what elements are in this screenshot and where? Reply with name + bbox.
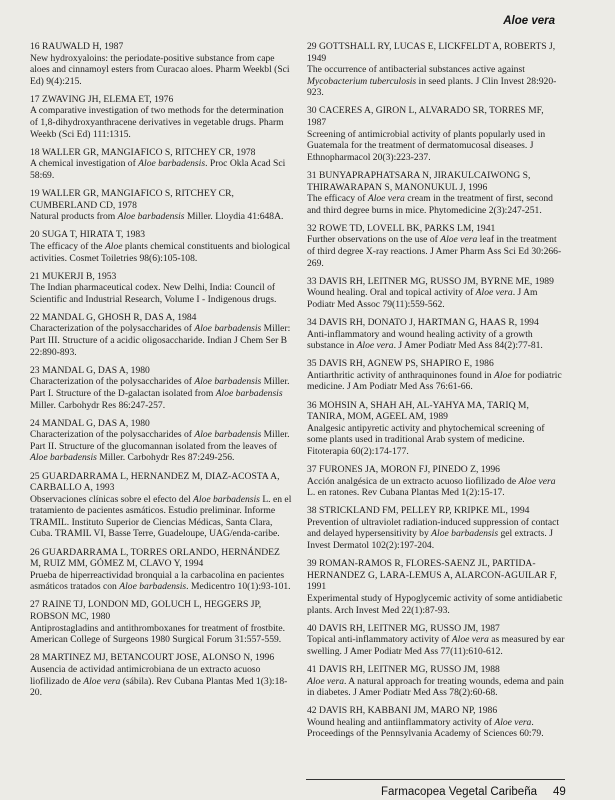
reference-text-segment: Antiarthritic activity of anthraquinones found in bbox=[307, 369, 495, 381]
reference-text bbox=[30, 376, 292, 411]
reference-entry bbox=[30, 547, 292, 593]
reference-text bbox=[30, 282, 292, 305]
reference-text-segment: Miller. Carbohydr Res 86:247-257. bbox=[30, 399, 166, 411]
reference-text-segment: Observaciones clínicas sobre el efecto del bbox=[30, 493, 194, 505]
reference-text bbox=[307, 287, 565, 310]
reference-authors: 24 MANDAL G, DAS A, 1980 bbox=[30, 417, 150, 429]
reference-entry bbox=[30, 365, 292, 411]
page-number: 49 bbox=[553, 786, 566, 798]
species-name: Aloe vera bbox=[494, 716, 532, 728]
reference-entry bbox=[307, 558, 565, 616]
reference-text bbox=[30, 494, 292, 540]
reference-text-segment: Experimental study of Hypoglycemic activity of some antidiabetic plants. Arch Invest Med 22(1):87-93. bbox=[307, 592, 563, 616]
species-name: Aloe barbadensis bbox=[194, 429, 262, 441]
reference-text-segment: A comparative investigation of two methods for the determination of 1,8-dihydroxyanthracene derivatives in vegetable drugs. Pharm Weekb (Sci Ed) 111:1315. bbox=[30, 105, 284, 140]
reference-text-segment: leaf in the treatment of third degree X-ray reactions. J Amer Pharm Ass Sci Ed 30:266-269. bbox=[307, 234, 562, 269]
reference-text-segment: Wound healing and antiinflammatory activity of bbox=[307, 716, 495, 728]
reference-entry bbox=[30, 652, 292, 698]
reference-text bbox=[30, 429, 292, 464]
footer-rule bbox=[306, 779, 565, 780]
species-name: Aloe vera bbox=[83, 675, 121, 687]
reference-column-left bbox=[30, 41, 292, 705]
reference-text-segment: Acción analgésica de un extracto acuoso liofilizado de bbox=[307, 475, 519, 487]
reference-text-segment: as measured by ear swelling. J Amer Podiatr Med Ass 77(11):610-612. bbox=[307, 634, 565, 657]
reference-authors: 19 WALLER GR, MANGIAFICO S, RITCHEY CR, CUMBERLAND CD, 1978 bbox=[30, 188, 234, 211]
reference-text-segment: Prevention of ultraviolet radiation-induced suppression of contact and delayed hypersensitivity by bbox=[307, 516, 560, 540]
reference-authors: 28 MARTINEZ MJ, BETANCOURT JOSE, ALONSO N, 1996 bbox=[30, 652, 275, 664]
reference-text bbox=[30, 211, 292, 223]
reference-authors: 27 RAINE TJ, LONDON MD, GOLUCH L, HEGGERS JP, ROBSON MC, 1980 bbox=[30, 599, 262, 623]
reference-text-segment: The Indian pharmaceutical codex. New Delhi, India: Council of Scientific and Industrial Research, Volume I - Indigenous drugs. bbox=[30, 282, 277, 305]
reference-text-segment: Characterization of the polysaccharides of bbox=[30, 376, 195, 388]
species-name: Aloe bbox=[104, 240, 123, 252]
reference-entry bbox=[30, 147, 292, 182]
reference-text bbox=[307, 129, 565, 164]
reference-text bbox=[30, 241, 292, 264]
reference-text bbox=[307, 593, 565, 616]
reference-text-segment: Prueba de hiperreactividad bronquial a la carbacolina en pacientes asmáticos tratados con bbox=[30, 569, 285, 593]
reference-entry bbox=[30, 188, 292, 223]
reference-entry bbox=[307, 105, 565, 163]
reference-authors: 30 CACERES A, GIRON L, ALVARADO SR, TORRES MF, 1987 bbox=[307, 105, 544, 129]
reference-text-segment: L. en el tratamiento de pacientes asmáticos. Estudio preliminar. Informe TRAMIL. Instituto Superior de Ciencias Médicas, Santa Clara, Cuba. TRAMIL VI, Basse Terre, Guadeloupe, UAG/enda-caribe. bbox=[30, 493, 292, 540]
reference-text-segment: The efficacy of bbox=[307, 193, 368, 205]
reference-authors: 40 DAVIS RH, LEITNER MG, RUSSO JM, 1987 bbox=[307, 622, 500, 634]
reference-text-segment: (sábila). Rev Cubana Plantas Med 1(3):18-20. bbox=[30, 675, 288, 699]
reference-text-segment: Ausencia de actividad antimicrobiana de un extracto acuoso liofilizado de bbox=[30, 663, 261, 687]
reference-text-segment: The efficacy of the bbox=[30, 240, 105, 252]
running-header: Aloe vera bbox=[503, 15, 555, 27]
species-name: Aloe barbadensis bbox=[138, 158, 206, 170]
reference-text-segment: Miller. Part I. Structure of the D-galactan isolated from bbox=[30, 376, 290, 399]
reference-authors: 42 DAVIS RH, KABBANI JM, MARO NP, 1986 bbox=[307, 705, 498, 717]
reference-authors: 31 BUNYAPRAPHATSARA N, JIRAKULCAIWONG S, THIRAWARAPAN S, MANONUKUL J, 1996 bbox=[307, 169, 531, 193]
reference-authors: 23 MANDAL G, DAS A, 1980 bbox=[30, 364, 150, 376]
reference-text bbox=[307, 329, 565, 352]
reference-entry bbox=[307, 223, 565, 269]
reference-authors: 38 STRICKLAND FM, PELLEY RP, KRIPKE ML, 1994 bbox=[307, 505, 530, 517]
reference-text-segment: Miller. Lloydia 41:648A. bbox=[184, 211, 284, 223]
reference-entry bbox=[30, 471, 292, 541]
reference-entry bbox=[307, 464, 565, 499]
reference-text-segment: Antiprostagladins and antithromboxanes for treatment of frostbite. American College of Surgeons 1980 Surgical Forum 31:557-559. bbox=[30, 622, 285, 646]
reference-text-segment: Screening of antimicrobial activity of plants popularly used in Guatemala for the treatment of dermatomucosal diseases. J Ethnopharmacol 20(3):223-237. bbox=[307, 128, 546, 163]
reference-text bbox=[30, 158, 292, 181]
reference-text-segment: . Medicentro 10(1):93-101. bbox=[186, 581, 291, 593]
reference-authors: 37 FURONES JA, MORON FJ, PINEDO Z, 1996 bbox=[307, 464, 500, 475]
reference-text-segment: Characterization of the polysaccharides of bbox=[30, 429, 195, 441]
reference-text-segment: A chemical investigation of bbox=[30, 158, 139, 170]
reference-text-segment: gel extracts. J Invest Dermatol 102(2):197-204. bbox=[307, 528, 553, 552]
species-name: Mycobacterium tuberculosis bbox=[307, 75, 417, 87]
species-name: Aloe vera bbox=[518, 475, 556, 487]
reference-text bbox=[30, 323, 292, 358]
reference-authors: 18 WALLER GR, MANGIAFICO S, RITCHEY CR, 1978 bbox=[30, 146, 256, 158]
species-name: Aloe vera bbox=[307, 675, 345, 687]
species-name: Aloe barbadensis bbox=[119, 581, 187, 593]
reference-text bbox=[30, 623, 292, 646]
reference-column-right bbox=[307, 41, 565, 746]
reference-text-segment: Analgesic antipyretic activity and phytochemical screening of some plants used in traditional Arab system of medicine. Fitoterapia 60(2):174-177. bbox=[307, 422, 545, 457]
reference-text-segment: Anti-inflammatory and wound healing activity of a growth substance in bbox=[307, 328, 533, 352]
reference-text-segment: . Proc Okla Acad Sci 58:69. bbox=[30, 158, 286, 181]
species-name: Aloe barbadensis bbox=[431, 528, 499, 540]
species-name: Aloe vera bbox=[367, 193, 405, 205]
reference-text bbox=[307, 234, 565, 269]
reference-authors: 21 MUKERJI B, 1953 bbox=[30, 270, 117, 282]
reference-text-segment: Miller: Part III. Structure of a acidic oligosaccharide. Indian J Chem Ser B 22:890-893. bbox=[30, 323, 291, 358]
species-name: Aloe vera bbox=[451, 634, 489, 646]
reference-authors: 35 DAVIS RH, AGNEW PS, SHAPIRO E, 1986 bbox=[307, 358, 494, 370]
reference-text bbox=[307, 193, 565, 216]
reference-entry bbox=[307, 170, 565, 216]
reference-text bbox=[30, 664, 292, 699]
reference-text bbox=[307, 676, 565, 699]
reference-entry bbox=[30, 312, 292, 358]
reference-authors: 39 ROMAN-RAMOS R, FLORES-SAENZ JL, PARTIDA-HERNANDEZ G, LARA-LEMUS A, ALARCON-AGUILAR F, 1991 bbox=[307, 558, 557, 593]
species-name: Aloe barbadensis bbox=[194, 376, 262, 388]
reference-entry bbox=[307, 705, 565, 740]
reference-text-segment: cream in the treatment of first, second and third degree burns in mice. Phytomedicine 2(3):247-251. bbox=[307, 193, 553, 216]
reference-authors: 16 RAUWALD H, 1987 bbox=[30, 41, 124, 52]
reference-authors: 17 ZWAVING JH, ELEMA ET, 1976 bbox=[30, 93, 174, 105]
reference-entry bbox=[307, 505, 565, 551]
reference-text-segment: . J Amer Podiatr Med Ass 84(2):77-81. bbox=[393, 340, 543, 352]
reference-authors: 32 ROWE TD, LOVELL BK, PARKS LM, 1941 bbox=[307, 222, 496, 234]
reference-text bbox=[307, 517, 565, 552]
reference-text-segment: plants chemical constituents and biological activities. Cosmet Toiletries 98(6):105-108. bbox=[30, 240, 291, 264]
species-name: Aloe vera bbox=[356, 340, 394, 352]
species-name: Aloe barbadensis bbox=[30, 452, 97, 464]
species-name: Aloe bbox=[494, 369, 512, 381]
species-name: Aloe vera bbox=[440, 234, 478, 246]
species-name: Aloe barbadensis bbox=[117, 211, 185, 223]
reference-text-segment: Topical anti-inflammatory activity of bbox=[307, 634, 452, 646]
reference-authors: 26 GUARDARRAMA L, TORRES ORLANDO, HERNÁNDEZ M, RUIZ MM, GÓMEZ M, CLAVO Y, 1994 bbox=[30, 546, 280, 570]
reference-text-segment: L. en ratones. Rev Cubana Plantas Med 1(2):15-17. bbox=[307, 487, 505, 499]
reference-entry bbox=[307, 664, 565, 699]
species-name: Aloe barbadensis bbox=[194, 323, 262, 335]
reference-text-segment: for podiatric medicine. J Am Podiatr Med Ass 76:61-66. bbox=[307, 369, 562, 393]
reference-text bbox=[30, 570, 292, 593]
reference-text-segment: Miller. Part II. Structure of the glucomannan isolated from the leaves of bbox=[30, 429, 290, 452]
reference-text bbox=[30, 53, 292, 88]
reference-text-segment: Further observations on the use of bbox=[307, 234, 441, 246]
reference-text bbox=[307, 476, 565, 499]
reference-text-segment: in seed plants. J Clin Invest 28:920-923. bbox=[307, 75, 557, 99]
book-title: Farmacopea Vegetal Caribeña bbox=[381, 786, 537, 798]
reference-entry bbox=[307, 317, 565, 352]
reference-authors: 36 MOHSIN A, SHAH AH, AL-YAHYA MA, TARIQ M, TANIRA, MOM, AGEEL AM, 1989 bbox=[307, 399, 529, 423]
reference-text-segment: . A natural approach for treating wounds, edema and pain in diabetes. J Amer Podiatr Med Ass 78(2):60-68. bbox=[307, 675, 564, 699]
reference-text-segment: . Proceedings of the Pennsylvania Academy of Sciences 60:79. bbox=[307, 716, 544, 740]
reference-text bbox=[307, 634, 565, 657]
reference-entry bbox=[30, 229, 292, 264]
reference-entry bbox=[307, 623, 565, 658]
reference-text bbox=[30, 105, 292, 140]
reference-authors: 29 GOTTSHALL RY, LUCAS E, LICKFELDT A, ROBERTS J, 1949 bbox=[307, 41, 556, 64]
species-name: Aloe barbadensis bbox=[215, 387, 283, 399]
reference-authors: 22 MANDAL G, GHOSH R, DAS A, 1984 bbox=[30, 311, 197, 323]
reference-entry bbox=[307, 358, 565, 393]
reference-entry bbox=[30, 599, 292, 645]
reference-text-segment: Miller. Carbohydr Res 87:249-256. bbox=[96, 452, 235, 464]
reference-authors: 25 GUARDARRAMA L, HERNANDEZ M, DIAZ-ACOSTA A, CARBALLO A, 1993 bbox=[30, 470, 280, 494]
reference-text-segment: Natural products from bbox=[30, 211, 118, 223]
reference-entry bbox=[307, 276, 565, 311]
reference-authors: 34 DAVIS RH, DONATO J, HARTMAN G, HAAS R, 1994 bbox=[307, 316, 539, 328]
reference-entry bbox=[307, 41, 565, 99]
reference-entry bbox=[30, 94, 292, 140]
reference-entry bbox=[307, 400, 565, 458]
reference-text bbox=[307, 64, 565, 99]
reference-text-segment: The occurrence of antibacterial substances active against bbox=[307, 64, 525, 76]
reference-text-segment: Characterization of the polysaccharides of bbox=[30, 323, 195, 335]
reference-text bbox=[307, 423, 565, 458]
reference-authors: 33 DAVIS RH, LEITNER MG, RUSSO JM, BYRNE ME, 1989 bbox=[307, 275, 554, 287]
reference-text-segment: New hydroxyaloins: the periodate-positive substance from cape aloes and cinnamoyl esters from Curacao aloes. Pharm Weekbl (Sci Ed) 9(4):215. bbox=[30, 52, 290, 87]
reference-entry bbox=[30, 271, 292, 306]
reference-authors: 20 SUGA T, HIRATA T, 1983 bbox=[30, 229, 145, 241]
page-footer bbox=[381, 786, 566, 798]
reference-entry bbox=[30, 418, 292, 464]
reference-text-segment: . J Am Podiatr Med Assoc 79(11):559-562. bbox=[307, 287, 538, 310]
reference-text bbox=[307, 370, 565, 393]
reference-text-segment: Wound healing. Oral and topical activity of bbox=[307, 287, 476, 299]
reference-entry bbox=[30, 41, 292, 87]
reference-text bbox=[307, 717, 565, 740]
species-name: Aloe vera bbox=[475, 287, 513, 299]
reference-authors: 41 DAVIS RH, LEITNER MG, RUSSO JM, 1988 bbox=[307, 663, 500, 675]
species-name: Aloe barbadensis bbox=[193, 493, 260, 505]
